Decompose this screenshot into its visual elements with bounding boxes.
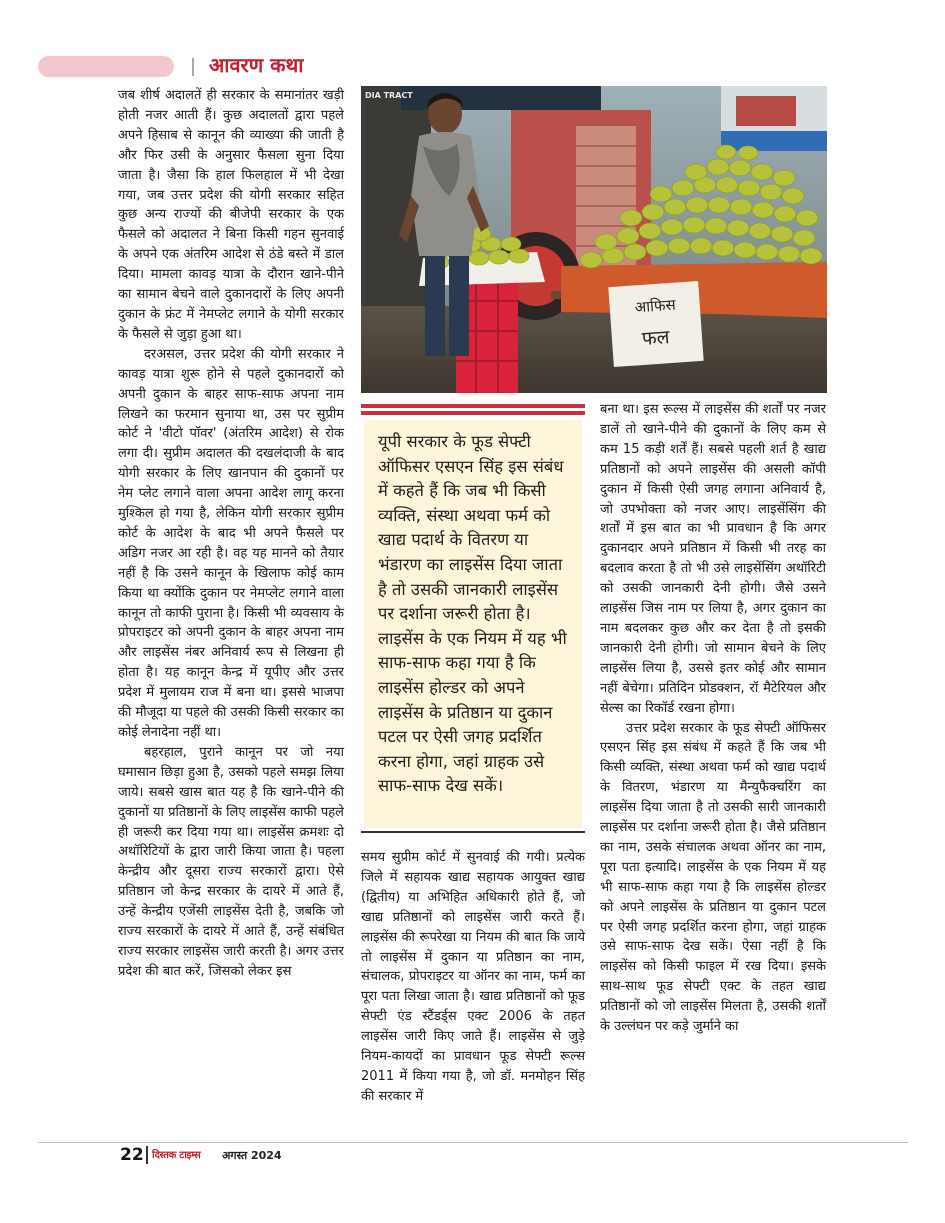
section-divider bbox=[192, 58, 194, 76]
section-title: आवरण कथा bbox=[209, 53, 304, 77]
paragraph: उत्तर प्रदेश सरकार के फूड सेफ्टी ऑफिसर एसएन सिंह इस संबंध में कहते हैं कि जब भी किसी व्यक्ति, संस्था अथवा फर्म को खाद्य पदार्थ के वितरण, भंडारण या मैन्युफैक्चरिंग का लाइसेंस दिया जाता है तो उसकी सारी जानकारी लाइसेंस पर दर्शाना जरूरी होता है। जैसे प्रतिष्ठान का नाम, उसके संचालक अथवा ऑनर का नाम, पूरा पता इत्यादि। लाइसेंस के एक नियम में यह भी साफ-साफ कहा गया है कि लाइसेंस होल्डर को अपने लाइसेंस के प्रतिष्ठान या दुकान पटल पर ऐसी जगह प्रदर्शित करना होगा, जहां ग्राहक उसे साफ-साफ देख सकें। ऐसा नहीं है कि लाइसेंस को किसी फाइल में रख दिया। इसके साथ-साथ फूड सेफ्टी एक्ट के तहत खाद्य प्रतिष्ठानों को जो लाइसेंस मिलता है, उसकी शर्तों के उल्लंघन पर कड़े जुर्माने का bbox=[600, 720, 826, 1035]
page-number: 22 bbox=[120, 1145, 144, 1165]
column-2 bbox=[361, 848, 585, 1107]
paragraph: बहरहाल, पुराने कानून पर जो नया घमासान छिड़ा हुआ है, उसको पहले समझ लिया जाये। सबसे खास बात यह है कि खाने-पीने की दुकानों या प्रतिष्ठानों के लिए लाइसेंस काफी पहले ही जरूरी कर दिया गया था। लाइसेंस क्रमशः दो अथॉरिटियों के द्वारा जारी किया जाता है। पहला केन्द्रीय और दूसरा राज्य सरकारों द्वारा। ऐसे प्रतिष्ठान जो केन्द्र सरकार के दायरे में आते हैं, उन्हें केन्द्रीय एजेंसी लाइसेंस देती है, जबकि जो राज्य सरकारों के दायरे में आते हैं, उन्हें संबंधित राज्य सरकार लाइसेंस जारी करती है। अगर उत्तर प्रदेश की बात करें, जिसको लेकर इस bbox=[118, 744, 344, 979]
placard-word-2: फल bbox=[641, 326, 671, 350]
quote-top-rule bbox=[361, 411, 585, 415]
issue-date: अगस्त 2024 bbox=[222, 1149, 282, 1162]
mango-cart-photo bbox=[361, 86, 827, 393]
paragraph: दरअसल, उत्तर प्रदेश की योगी सरकार ने कावड़ यात्रा शुरू होने से पहले दुकानदारों को अपनी दुकान के बाहर साफ-साफ अपना नाम लिखने का फरमान सुनाया था, उस पर सुप्रीम कोर्ट ने 'वीटो पॉवर' (अंतरिम आदेश) से रोक लगा दी। सुप्रीम अदालत की दखलंदाजी के बाद योगी सरकार के लिए खानपान की दुकानों पर नेम प्लेट लगाने वाला अपना आदेश लागू करना मुश्किल हो गया है, लेकिन योगी सरकार सुप्रीम कोर्ट के आदेश के बाद भी अपने फैसले पर अडिग नजर आ रही है। वह यह मानने को तैयार नहीं है कि उसने कानून के खिलाफ कोई काम किया था क्योंकि दुकान पर नेमप्लेट लगाने वाला कानून तो काफी पुराना है। किसी भी व्यवसाय के प्रोपराइटर को अपनी दुकान के बाहर अपना नाम और लाइसेंस नंबर अनिवार्य रूप से लिखना ही होता है। यह कानून केन्द्र में यूपीए और उत्तर प्रदेश में मुलायम राज में बना था। इससे भाजपा की मौजूदा या पहले की उसकी किसी सरकार का कोई लेनादेना नहीं था। bbox=[118, 346, 344, 740]
shop-sign-text: DIA TRACT bbox=[365, 91, 413, 100]
paragraph: बना था। इस रूल्स में लाइसेंस की शर्तों पर नजर डालें तो खाने-पीने की दुकानों के लिए कम से कम 15 कड़ी शर्तें हैं। सबसे पहली शर्त है खाद्य प्रतिष्ठानों को अपने लाइसेंस की असली कॉपी दुकान में किसी ऐसी जगह लगाना अनिवार्य है, जो उपभोक्ता को नजर आए। लाइसेंसिंग की शर्तों में इस बात का भी प्रावधान है कि अगर दुकानदार अपने प्रतिष्ठान में किसी भी तरह का बदलाव करता है तो भी उसे लाइसेंसिंग अथॉरिटी को उसकी जानकारी देनी होगी। जैसे उसने लाइसेंस जिस नाम पर लिया है, अगर दुकान का नाम बदलकर कुछ और कर देता है तो इसकी जानकारी देनी होगी। जो सामान बेचने के लिए लाइसेंस लिया है, उससे इतर कोई और सामान नहीं बेचेगा। प्रतिदिन प्रोडक्शन, रॉ मैटेरियल और सेल्स का रिकॉर्ड रखना होगा। bbox=[600, 402, 826, 716]
paragraph: समय सुप्रीम कोर्ट में सुनवाई की गयी। प्रत्येक जिले में सहायक खाद्य सहायक आयुक्त खाद्य (द्वितीय) या अभिहित अधिकारी होते हैं, जो खाद्य प्रतिष्ठानों को लाइसेंस जारी करते हैं। लाइसेंस की रूपरेखा या नियम की बात कि जाये तो लाइसेंस में दुकान या प्रतिष्ठान का नाम, संचालक, प्रोपराइटर या ऑनर का नाम, फर्म का पूरा पता लिखा जाता है। खाद्य प्रतिष्ठानों को फूड सेफ्टी एंड स्टैंडर्ड्स एक्ट 2006 के तहत लाइसेंस जारी किए जाते हैं। लाइसेंस से जुड़े नियम-कायदों का प्रावधान फूड सेफ्टी रूल्स 2011 में किया गया है, जो डॉ. मनमोहन सिंह की सरकार में bbox=[361, 850, 585, 1104]
photo-illustration bbox=[361, 86, 827, 393]
magazine-logo: दिस्तक टाइम्स bbox=[152, 1150, 201, 1161]
pull-quote-box bbox=[361, 404, 585, 833]
placard-word-1: आफिस bbox=[634, 295, 677, 317]
pull-quote-text: यूपी सरकार के फूड सेफ्टी ऑफिसर एसएन सिंह इस संबंध में कहते हैं कि जब भी किसी व्यक्ति, संस्था अथवा फर्म को खाद्य पदार्थ के वितरण या भंडारण का लाइसेंस दिया जाता है तो उसकी जानकारी लाइसेंस पर दर्शाना जरूरी होता है। लाइसेंस के एक नियम में यह भी साफ-साफ कहा गया है कि लाइसेंस होल्डर को अपने लाइसेंस के प्रतिष्ठान या दुकान पटल पर ऐसी जगह प्रदर्शित करना होगा, जहां ग्राहक उसे साफ-साफ देख सकें। bbox=[378, 432, 567, 796]
quote-bottom-rule bbox=[361, 831, 585, 833]
section-tab-decoration bbox=[38, 56, 174, 77]
footer-rule bbox=[38, 1142, 908, 1143]
column-3 bbox=[600, 400, 826, 1037]
footer-divider bbox=[146, 1146, 148, 1164]
quote-top-rule bbox=[361, 404, 585, 408]
column-1 bbox=[118, 86, 344, 982]
quote-background bbox=[364, 420, 582, 828]
paragraph: जब शीर्ष अदालतें ही सरकार के समानांतर खड़ी होती नजर आती हैं। कुछ अदालतों द्वारा पहले अपने हिसाब से कानून की व्याख्या की जाती है और फिर उसी के अनुसार फैसला सुना दिया जाता है। जैसा कि हाल फिलहाल में भी देखा गया, जब उत्तर प्रदेश की योगी सरकार सहित कुछ अन्य राज्यों की बीजेपी सरकार के एक फैसले को अदालत ने बिना किसी गहन सुनवाई के अपने एक अंतरिम आदेश से ठंडे बस्ते में डाल दिया। मामला कावड़ यात्रा के दौरान खाने-पीने का सामान बेचने वाले दुकानदारों के लिए अपनी दुकान के फ्रंट में नेमप्लेट लगाने के योगी सरकार के फैसले से जुड़ा हुआ था। bbox=[118, 88, 344, 342]
